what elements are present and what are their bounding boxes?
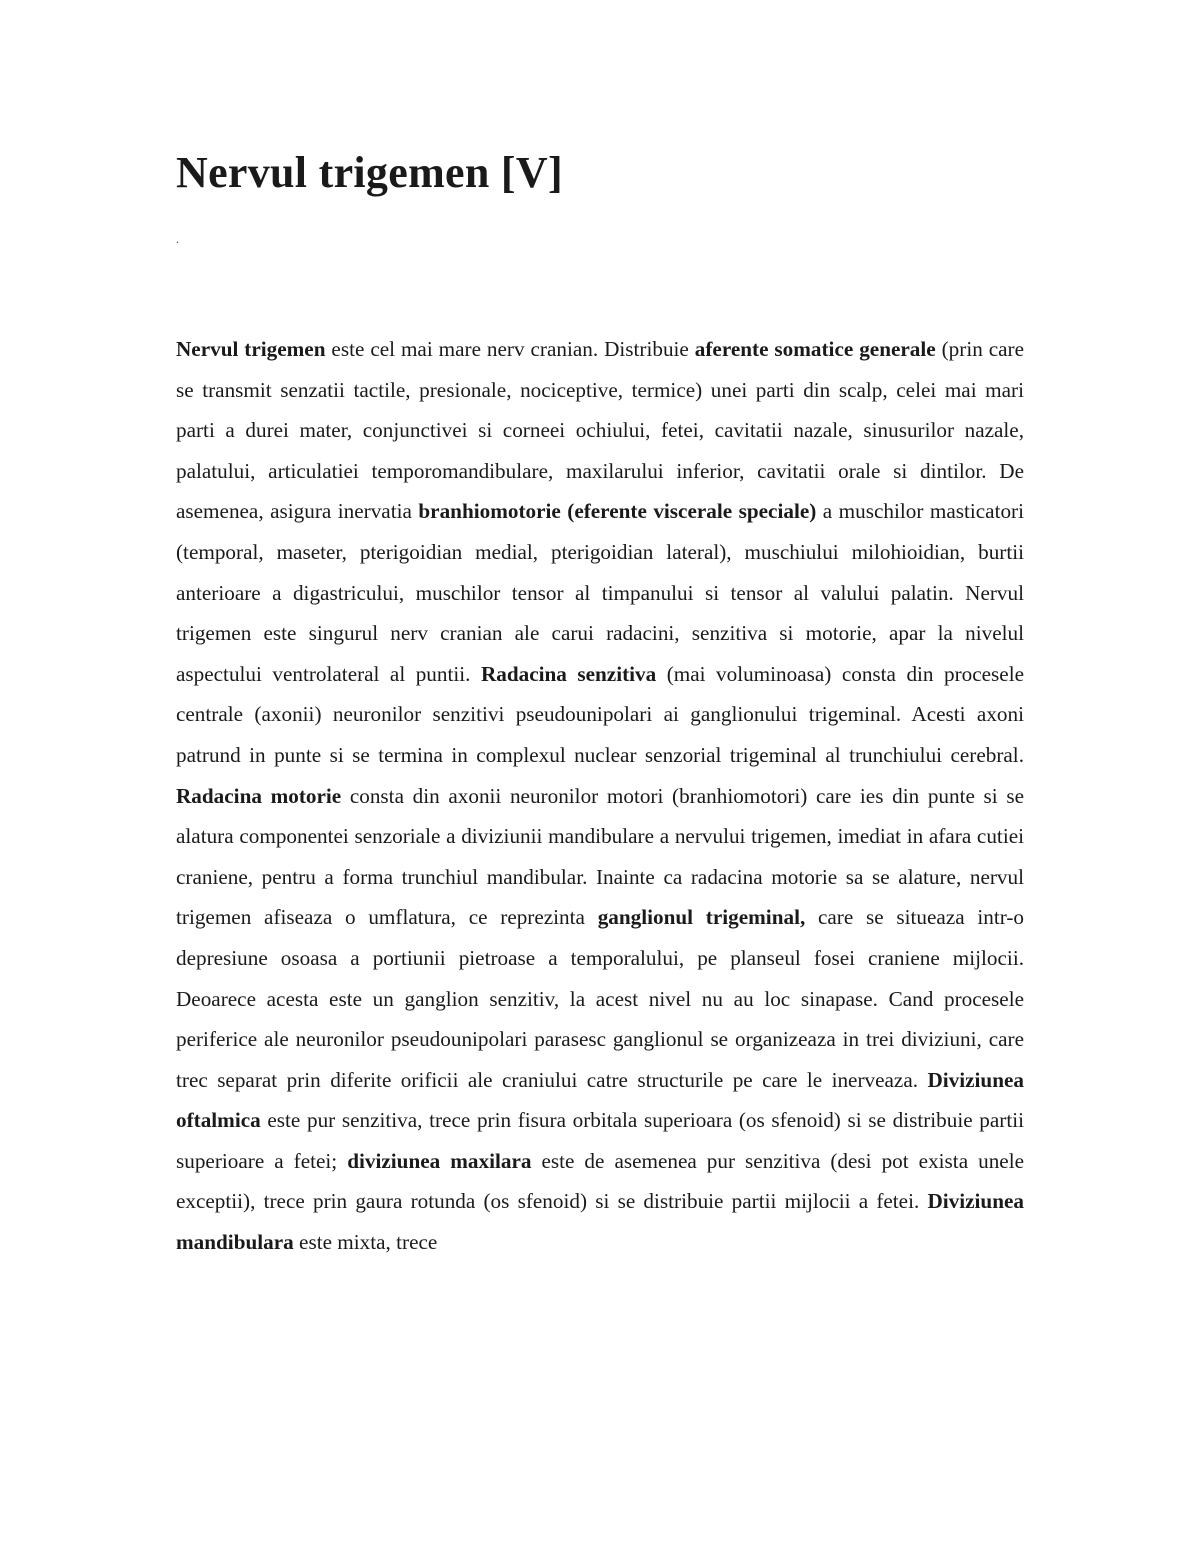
term-branhiomotorie: branhiomotorie (eferente viscerale speciale): [418, 499, 817, 524]
term-radacina-motorie: Radacina motorie: [176, 783, 342, 808]
document-page: [176, 0, 1024, 1553]
term-diviziunea-oftalmica: Diviziunea oftalmica: [176, 1067, 1024, 1133]
term-aferente-somatice: aferente somatice generale: [694, 337, 936, 361]
text-run: (prin care se transmit senzatii tactile, presionale, nociceptive, termice) unei parti din scalp, celei mai mari parti a durei mater, conjunctivei si corneei ochiului, fetei, cavitatii nazale, sinusurilor nazale, palatului, articulatiei temporomandibulare, maxilarului inferior, cavitatii orale si dintilor. De asemenea, asigura inervatia: [176, 337, 1024, 524]
term-nervul-trigemen: Nervul trigemen: [176, 337, 326, 361]
term-radacina-senzitiva: Radacina senzitiva: [480, 661, 657, 686]
text-run: care se situeaza intr-o depresiune osoasa a portiunii pietroase a temporalului, pe planseul fosei craniene mijlocii. Deoarece acesta este un ganglion senzitiv, la acest nivel nu au loc sinapase. Cand procesele periferice ale neuronilor pseudounipolari parasesc ganglionul se organizeaza in trei diviziuni, care trec separat prin diferite orificii ale craniului catre structurile pe care le inerveaza.: [176, 905, 1025, 1092]
body-paragraph: [176, 329, 1024, 1263]
page-title: Nervul trigemen [V]: [176, 148, 563, 197]
term-diviziunea-maxilara: diviziunea maxilara: [347, 1148, 532, 1173]
text-run: a muschilor masticatori (temporal, maseter, pterigoidian medial, pterigoidian lateral), muschiului milohioidian, burtii anterioare a digastricului, muschilor tensor al timpanului si tensor al valului palatin. Nervul trigemen este singurul nerv cranian ale carui radacini, senzitiva si motorie, apar la nivelul aspectului ventrolateral al puntii.: [176, 499, 1025, 686]
text-run: este mixta, trece: [293, 1230, 438, 1255]
text-run: este cel mai mare nerv cranian. Distribuie: [325, 337, 695, 361]
text-run: este pur senzitiva, trece prin fisura orbitala superioara (os sfenoid) si se distribuie partii superioare a fetei;: [176, 1108, 1024, 1173]
stray-mark: .: [176, 232, 179, 246]
term-diviziunea-mandibulara: Diviziunea mandibulara: [176, 1189, 1024, 1255]
text-run: consta din axonii neuronilor motori (branhiomotori) care ies din punte si se alatura componentei senzoriale a diviziunii mandibulare a nervului trigemen, imediat in afara cutiei craniene, pentru a forma trunchiul mandibular. Inainte ca radacina motorie sa se alature, nervul trigemen afiseaza o umflatura, ce reprezinta: [176, 783, 1024, 930]
text-run: este de asemenea pur senzitiva (desi pot exista unele exceptii), trece prin gaura rotunda (os sfenoid) si se distribuie partii mijlocii a fetei.: [176, 1148, 1024, 1214]
term-ganglionul-trigeminal: ganglionul trigeminal,: [597, 905, 806, 930]
text-run: (mai voluminoasa) consta din procesele centrale (axonii) neuronilor senzitivi pseudounipolari ai ganglionului trigeminal. Acesti axoni patrund in punte si se termina in complexul nuclear senzorial trigeminal al trunchiului cerebral.: [176, 661, 1024, 767]
